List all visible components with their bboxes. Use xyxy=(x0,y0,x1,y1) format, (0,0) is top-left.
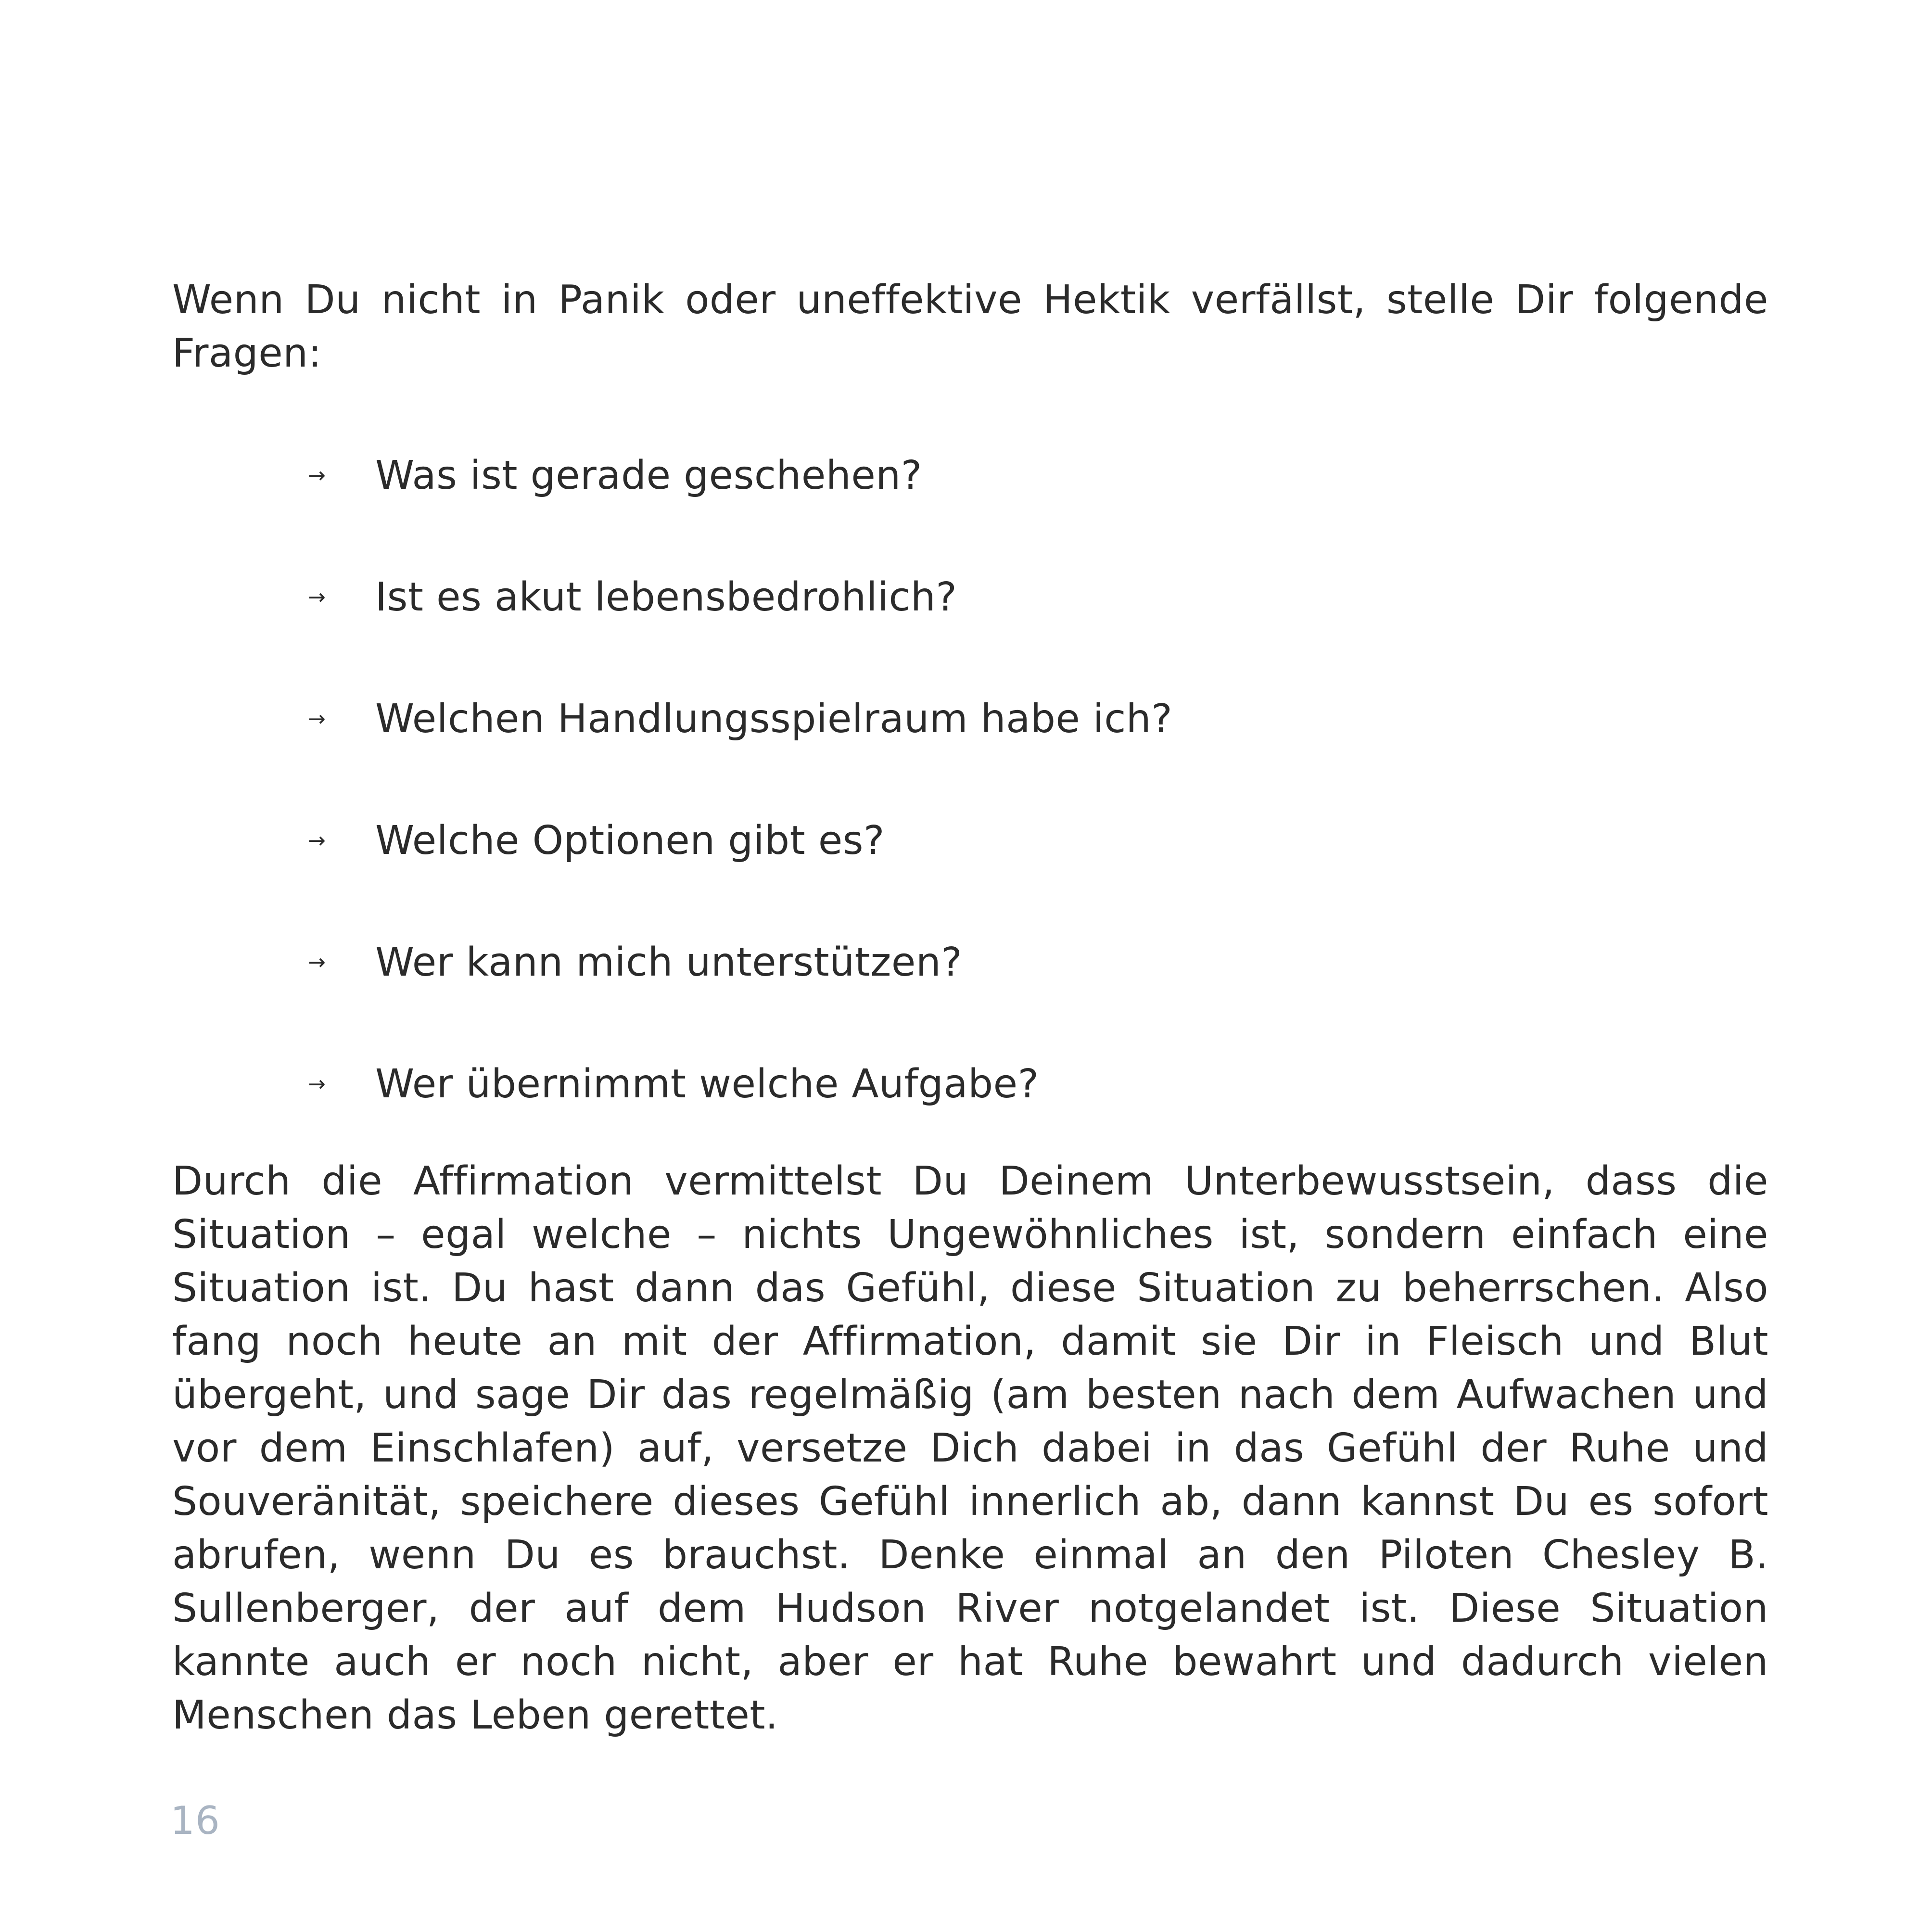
arrow-right-icon: → xyxy=(308,1071,326,1096)
question-text: Wer kann mich unterstützen? xyxy=(375,939,963,985)
list-item xyxy=(308,568,957,626)
body-paragraph: Durch die Affirmation vermittelst Du Deinem Unterbewusstsein, dass die Situation – egal welche – nichts Ungewöhnliches ist, sondern einfach eine Situation ist. Du hast dann das Gefühl, diese Situation zu beherrschen. Also fang noch heute an mit der Affirmation, damit sie Dir in Fleisch und Blut übergeht, und sage Dir das regelmäßig (am besten nach dem Aufwachen und vor dem Einschlafen) auf, versetze Dich dabei in das Gefühl der Ruhe und Souveränität, speichere dieses Gefühl innerlich ab, dann kannst Du es sofort abrufen, wenn Du es brauchst. Denke einmal an den Piloten Chesley B. Sullenberger, der auf dem Hudson River notgelandet ist. Diese Situation kannte auch er noch nicht, aber er hat Ruhe bewahrt und dadurch vielen Menschen das Leben gerettet. xyxy=(172,1158,1768,1738)
list-item xyxy=(308,690,1172,748)
arrow-right-icon: → xyxy=(308,585,326,610)
intro-paragraph: Wenn Du nicht in Panik oder uneffektive Hektik verfällst, stelle Dir folgende Fragen: xyxy=(172,277,1768,376)
question-text: Welchen Handlungsspielraum habe ich? xyxy=(375,696,1173,742)
question-text: Welche Optionen gibt es? xyxy=(375,817,885,864)
list-item xyxy=(308,1055,1039,1113)
list-item xyxy=(308,446,922,504)
question-text: Was ist gerade geschehen? xyxy=(375,452,922,498)
list-item xyxy=(308,812,885,869)
arrow-right-icon: → xyxy=(308,706,326,731)
question-text: Ist es akut lebensbedrohlich? xyxy=(375,574,957,620)
arrow-right-icon: → xyxy=(308,950,326,975)
question-text: Wer übernimmt welche Aufgabe? xyxy=(375,1061,1039,1107)
page-number: 16 xyxy=(170,1798,220,1843)
arrow-right-icon: → xyxy=(308,463,326,488)
list-item xyxy=(308,933,962,991)
arrow-right-icon: → xyxy=(308,828,326,853)
